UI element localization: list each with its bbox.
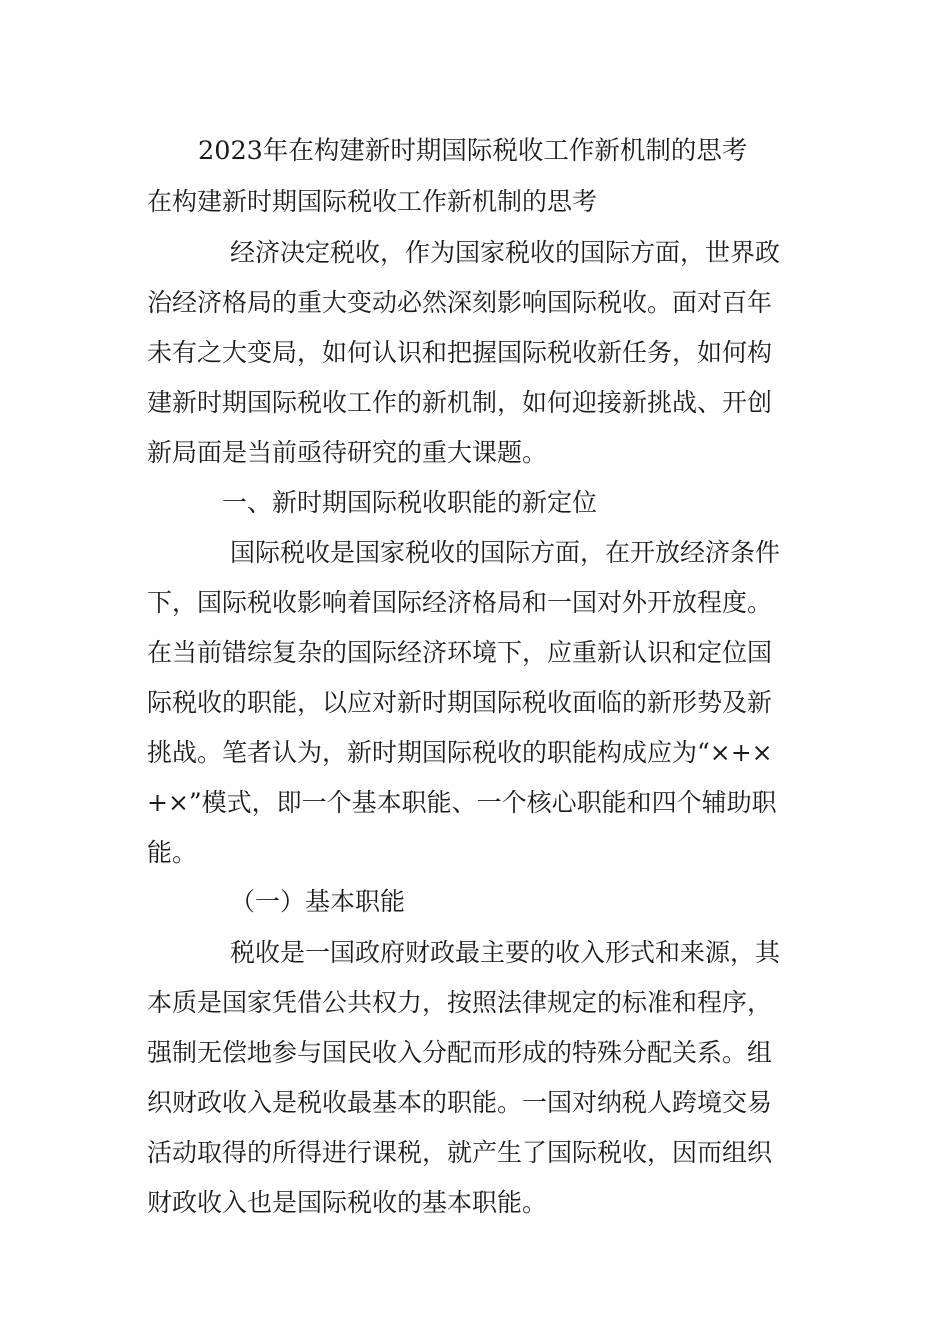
subsection-heading: （一）基本职能 — [230, 887, 406, 916]
paragraph-line: 新局面是当前亟待研究的重大课题。 — [147, 438, 548, 467]
paragraph-line: 未有之大变局，如何认识和把握国际税收新任务，如何构 — [147, 338, 773, 367]
paragraph-line: 际税收的职能，以应对新时期国际税收面临的新形势及新 — [147, 688, 773, 717]
paragraph-line: 经济决定税收，作为国家税收的国际方面，世界政 — [230, 238, 781, 267]
section-heading: 一、新时期国际税收职能的新定位 — [222, 488, 598, 517]
paragraph-line: 织财政收入是税收最基本的职能。一国对纳税人跨境交易 — [147, 1088, 773, 1117]
document-subtitle: 在构建新时期国际税收工作新机制的思考 — [147, 187, 598, 216]
paragraph-line: 下，国际税收影响着国际经济格局和一国对外开放程度。 — [147, 588, 773, 617]
paragraph-line: 在当前错综复杂的国际经济环境下，应重新认识和定位国 — [147, 638, 773, 667]
paragraph-line: 挑战。笔者认为，新时期国际税收的职能构成应为“×+× — [147, 738, 773, 767]
document-title: 2023年在构建新时期国际税收工作新机制的思考 — [198, 136, 748, 166]
paragraph-line: 建新时期国际税收工作的新机制，如何迎接新挑战、开创 — [147, 388, 773, 417]
paragraph-line: 财政收入也是国际税收的基本职能。 — [147, 1188, 548, 1217]
paragraph-line: 本质是国家凭借公共权力，按照法律规定的标准和程序， — [147, 988, 773, 1017]
paragraph-line: 活动取得的所得进行课税，就产生了国际税收，因而组织 — [147, 1138, 773, 1167]
paragraph-line: +×”模式，即一个基本职能、一个核心职能和四个辅助职 — [147, 788, 777, 817]
paragraph-line: 能。 — [147, 838, 198, 867]
paragraph-line: 税收是一国政府财政最主要的收入形式和来源，其 — [230, 938, 781, 967]
paragraph-line: 治经济格局的重大变动必然深刻影响国际税收。面对百年 — [147, 288, 773, 317]
paragraph-line: 国际税收是国家税收的国际方面，在开放经济条件 — [230, 538, 781, 567]
paragraph-line: 强制无偿地参与国民收入分配而形成的特殊分配关系。组 — [147, 1038, 773, 1067]
